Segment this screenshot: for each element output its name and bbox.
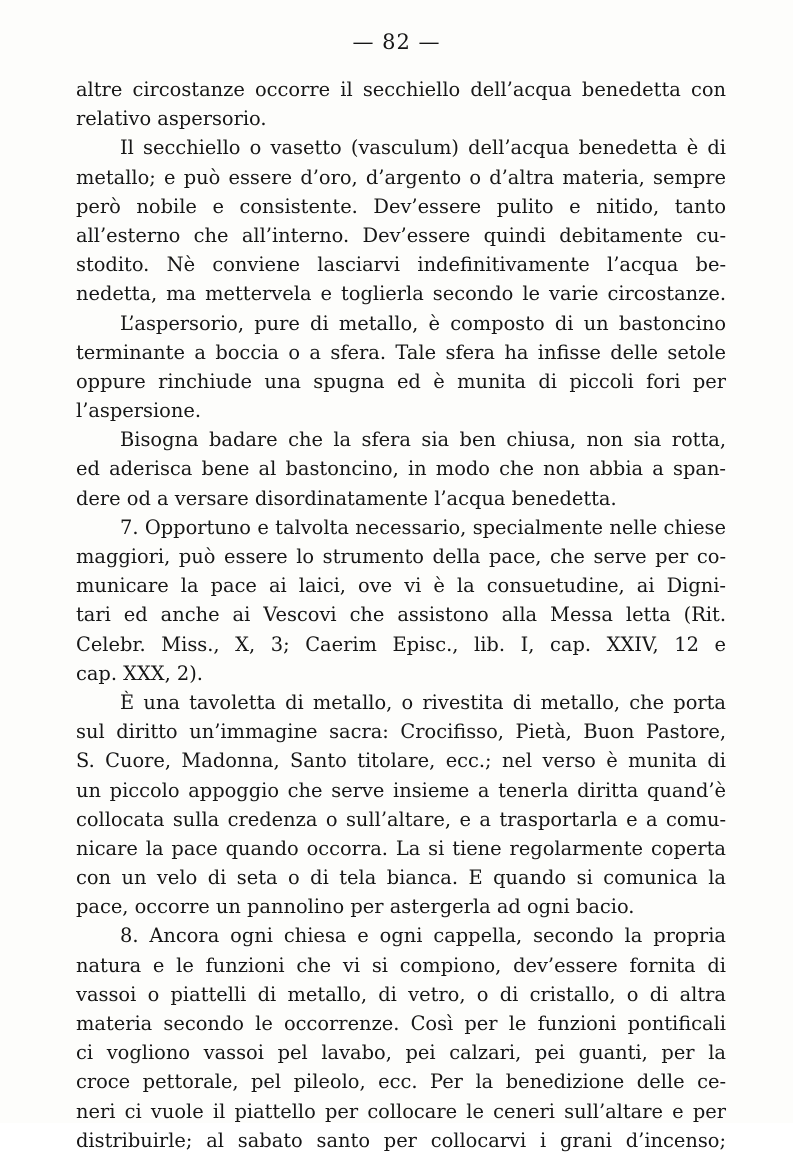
text-line: dere od a versare disordinatamente l’acqua benedetta. — [76, 486, 617, 510]
text-line: 8. Ancora ogni chiesa e ogni cappella, secondo la propria — [120, 924, 726, 948]
text-line: È una tavoletta di metallo, o rivestita di metallo, che porta — [120, 690, 726, 714]
page-number: — 82 — — [352, 30, 441, 54]
text-line: nicare la pace quando occorra. La si tiene regolarmente coperta — [76, 836, 726, 860]
text-line: distribuirle; al sabato santo per collocarvi i grani d’incenso; — [76, 1128, 726, 1152]
text-line: tari ed anche ai Vescovi che assistono alla Messa letta (Rit. — [76, 603, 726, 627]
text-line: relativo aspersorio. — [76, 107, 267, 131]
text-line: municare la pace ai laici, ove vi è la consuetudine, ai Digni- — [76, 574, 726, 598]
text-line: un piccolo appoggio che serve insieme a tenerla diritta quand’è — [76, 778, 726, 802]
text-line: materia secondo le occorrenze. Così per le funzioni pontificali — [76, 1012, 726, 1035]
text-line: altre circostanze occorre il secchiello dell’acqua benedetta con — [76, 78, 726, 101]
text-line: ci vogliono vassoi pel lavabo, pei calzari, pei guanti, per la — [76, 1041, 726, 1065]
text-line: croce pettorale, pel pileolo, ecc. Per la benedizione delle ce- — [76, 1070, 726, 1094]
text-line: 7. Opportuno e talvolta necessario, specialmente nelle chiese — [120, 515, 726, 539]
text-line: neri ci vuole il piattello per collocare le ceneri sull’altare e per — [76, 1099, 726, 1123]
text-line: con un velo di seta o di tela bianca. E quando si comunica la — [76, 866, 726, 890]
text-line: Bisogna badare che la sfera sia ben chiusa, non sia rotta, — [120, 428, 726, 452]
body-text — [76, 75, 726, 1155]
text-line: Celebr. Miss., X, 3; Caerim Episc., lib. I, cap. XXIV, 12 e — [76, 632, 726, 656]
text-line: collocata sulla credenza o sull’altare, e a trasportarla e a comu- — [76, 807, 726, 831]
text-line: maggiori, può essere lo strumento della pace, che serve per co- — [76, 545, 726, 568]
text-line: terminante a boccia o a sfera. Tale sfera ha infisse delle setole — [76, 340, 726, 364]
text-line: sul diritto un’immagine sacra: Crocifisso, Pietà, Buon Pastore, — [76, 720, 726, 744]
text-line: oppure rinchiude una spugna ed è munita di piccoli fori per — [76, 369, 726, 393]
text-line: S. Cuore, Madonna, Santo titolare, ecc.; nel verso è munita di — [76, 749, 726, 773]
text-line: L’aspersorio, pure di metallo, è composto di un bastoncino — [120, 311, 726, 335]
text-line: all’esterno che all’interno. Dev’essere quindi debitamente cu- — [76, 223, 726, 247]
text-line: cap. XXX, 2). — [76, 661, 203, 685]
text-line: l’aspersione. — [76, 399, 201, 423]
text-line: nedetta, ma mettervela e toglierla secondo le varie circostanze. — [76, 282, 726, 306]
text-line: stodito. Nè conviene lasciarvi indefinitivamente l’acqua be- — [76, 253, 726, 277]
text-line: ed aderisca bene al bastoncino, in modo che non abbia a span- — [76, 457, 726, 481]
text-line: pace, occorre un pannolino per astergerla ad ogni bacio. — [76, 895, 635, 919]
text-line: metallo; e può essere d’oro, d’argento o d’altra materia, sempre — [76, 165, 726, 189]
text-line: vassoi o piattelli di metallo, di vetro, o di cristallo, o di altra — [76, 982, 726, 1006]
text-line: però nobile e consistente. Dev’essere pulito e nitido, tanto — [76, 194, 726, 218]
text-line: Il secchiello o vasetto (vasculum) dell’acqua benedetta è di — [120, 136, 726, 160]
text-line: natura e le funzioni che vi si compiono, dev’essere fornita di — [76, 953, 726, 977]
